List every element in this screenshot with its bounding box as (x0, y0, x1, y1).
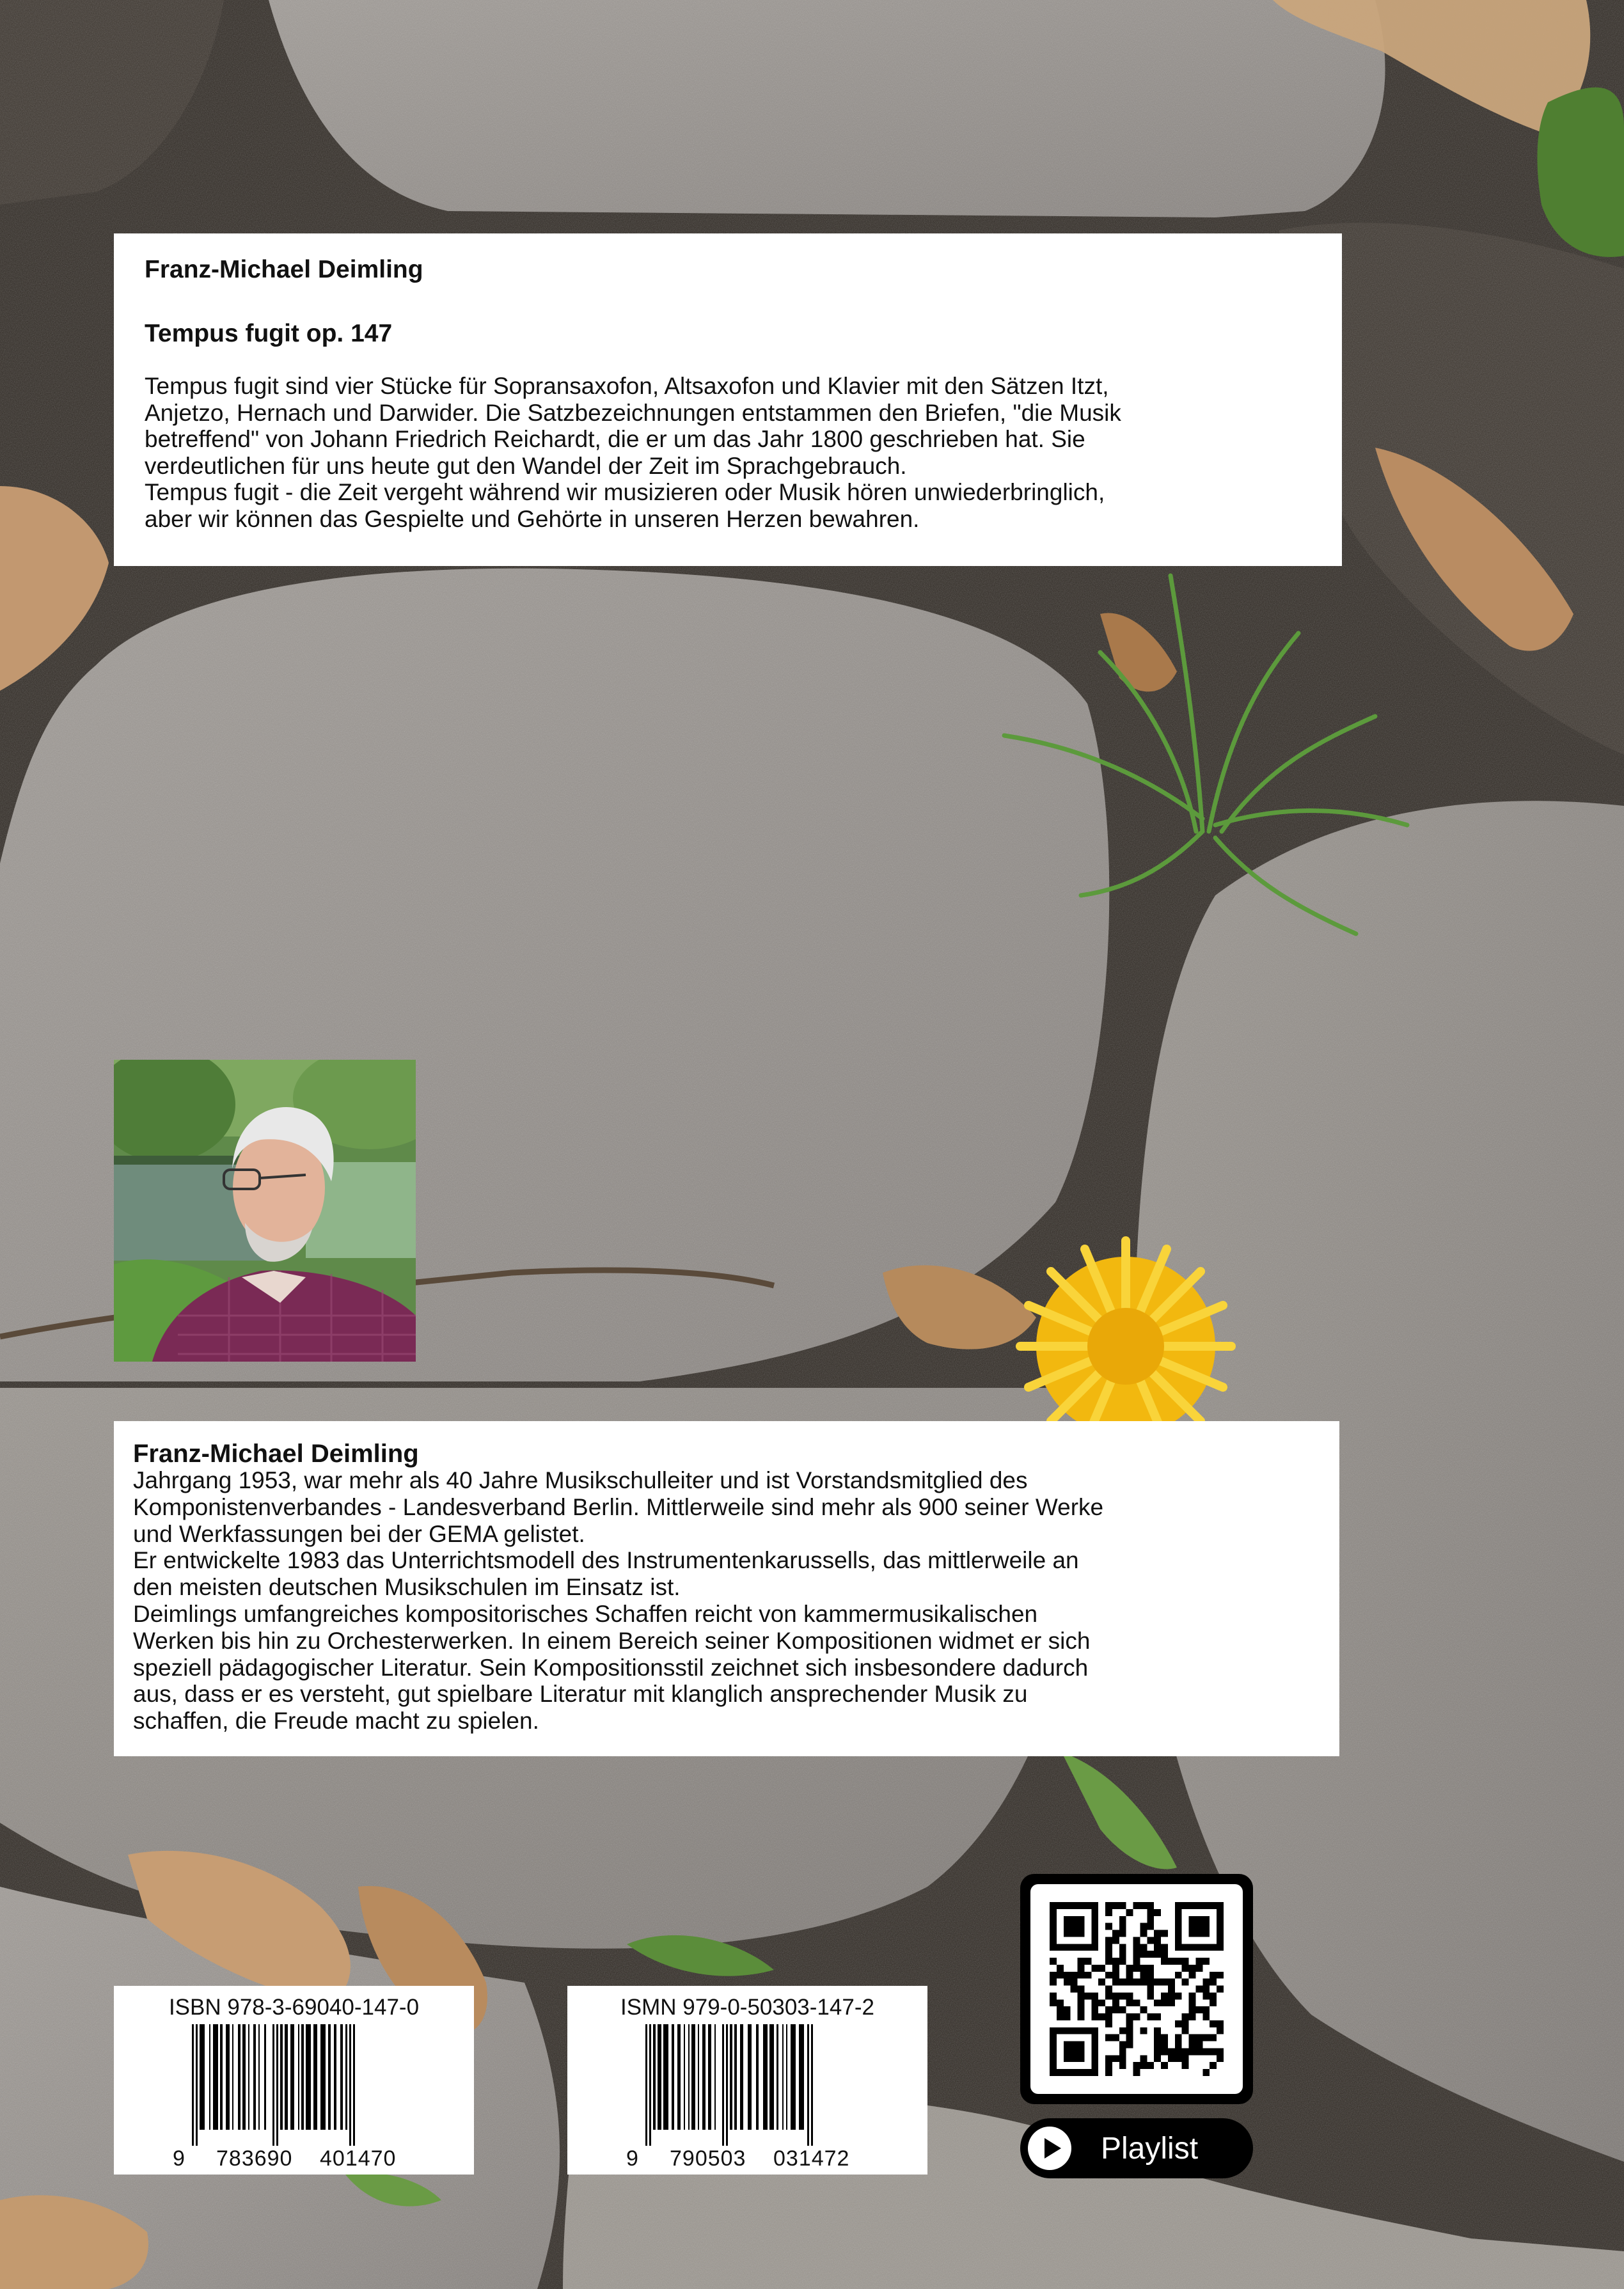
work-description-panel (114, 233, 1342, 566)
ismn-barcode (567, 1986, 927, 2175)
biography-line: und Werkfassungen bei der GEMA gelistet. (133, 1520, 585, 1547)
isbn-label: ISBN 978-3-69040-147-0 (168, 1995, 420, 2020)
isbn-barcode (114, 1986, 474, 2175)
qr-code-background (1030, 1884, 1243, 2094)
description-line: aber wir können das Gespielte und Gehörte in unseren Herzen bewahren. (145, 505, 920, 532)
biography-text (133, 1467, 1320, 1734)
description-line: Anjetzo, Hernach und Darwider. Die Satzbezeichnungen entstammen den Briefen, "die Musik (145, 399, 1121, 426)
biography-line: speziell pädagogischer Literatur. Sein Kompositionsstil zeichnet sich insbesondere dadurch (133, 1654, 1089, 1681)
qr-code-icon (1050, 1902, 1224, 2076)
ismn-digits-right: 031472 (773, 2146, 850, 2171)
work-description (145, 373, 1311, 532)
isbn-digits-right: 401470 (320, 2146, 397, 2171)
playlist-qr-code[interactable] (1020, 1874, 1253, 2104)
biography-panel (114, 1421, 1339, 1756)
composer-name: Franz-Michael Deimling (145, 256, 423, 283)
isbn-digits-left: 783690 (216, 2146, 293, 2171)
biography-line: den meisten deutschen Musikschulen im Einsatz ist. (133, 1574, 681, 1601)
biography-line: Werken bis hin zu Orchesterwerken. In einem Bereich seiner Kompositionen widmet er sich (133, 1627, 1091, 1654)
isbn-bars (192, 2024, 408, 2146)
description-line: betreffend" von Johann Friedrich Reichardt, die er um das Jahr 1800 geschrieben hat. Sie (145, 426, 1085, 452)
description-line: Tempus fugit sind vier Stücke für Sopransaxofon, Altsaxofon und Klavier mit den Sätzen Itzt, (145, 373, 1109, 399)
biography-name: Franz-Michael Deimling (133, 1440, 419, 1468)
playlist-label: Playlist (1101, 2132, 1199, 2166)
biography-line: aus, dass er es versteht, gut spielbare Literatur mit klanglich ansprechender Musik zu (133, 1681, 1028, 1708)
isbn-digit-first: 9 (173, 2146, 185, 2171)
biography-line: schaffen, die Freude macht zu spielen. (133, 1708, 539, 1734)
biography-line: Komponistenverbandes - Landesverband Berlin. Mittlerweile sind mehr als 900 seiner Werke (133, 1493, 1104, 1520)
biography-line: Deimlings umfangreiches kompositorisches Schaffen reicht von kammermusikalischen (133, 1600, 1038, 1627)
work-title: Tempus fugit op. 147 (145, 320, 393, 347)
composer-portrait (114, 1060, 416, 1362)
ismn-digit-first: 9 (626, 2146, 639, 2171)
ismn-digits-left: 790503 (670, 2146, 746, 2171)
play-icon (1027, 2125, 1073, 2171)
playlist-button[interactable] (1020, 2118, 1253, 2178)
ismn-bars (645, 2024, 862, 2146)
ismn-label: ISMN 979-0-50303-147-2 (620, 1995, 874, 2020)
biography-line: Er entwickelte 1983 das Unterrichtsmodell des Instrumentenkarussells, das mittlerweile an (133, 1547, 1079, 1574)
biography-line: Jahrgang 1953, war mehr als 40 Jahre Musikschulleiter und ist Vorstandsmitglied des (133, 1467, 1028, 1493)
description-line: verdeutlichen für uns heute gut den Wandel der Zeit im Sprachgebrauch. (145, 452, 907, 479)
description-line: Tempus fugit - die Zeit vergeht während wir musizieren oder Musik hören unwiederbringlich, (145, 479, 1105, 505)
